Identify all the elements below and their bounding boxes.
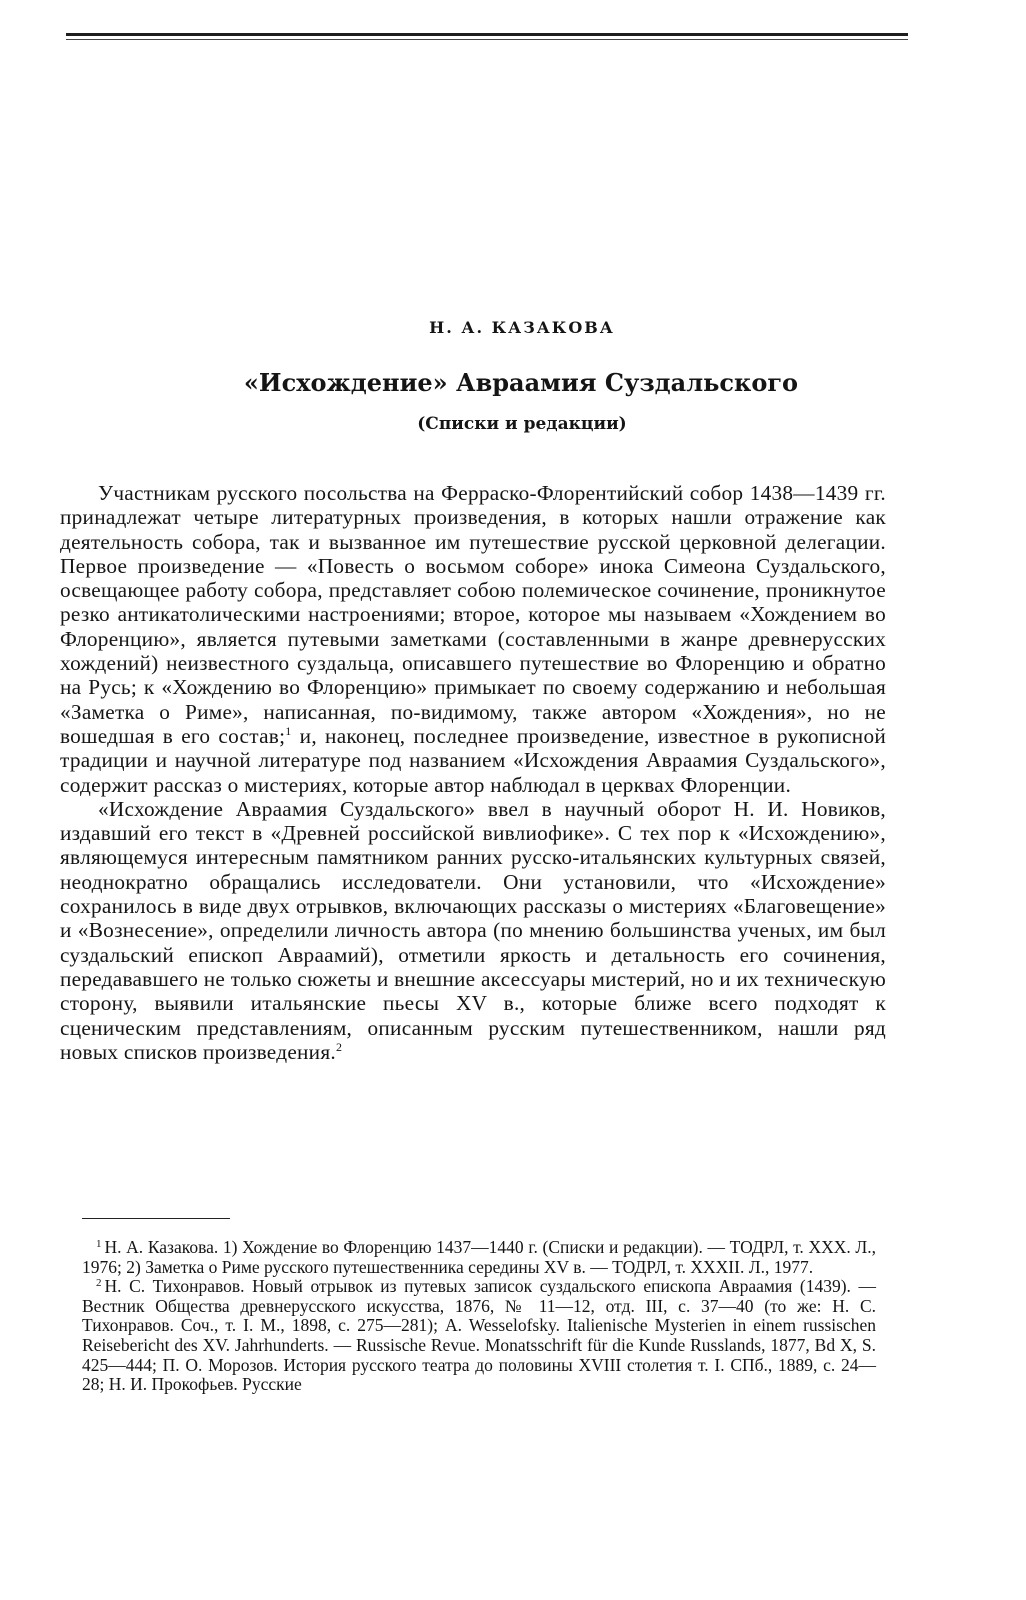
footnote-2-mark: 2 <box>96 1277 102 1290</box>
article-body <box>60 481 886 1064</box>
footnote-2-text: Н. С. Тихонравов. Новый отрывок из путевых записок суздальского епископа Авраамия (1439). — Вестник Общества древнерусского искусства, 1876, № 11—12, отд. III, с. 37—40 (то же: Н. С. Тихонравов. Соч., т. I. М., 1898, с. 275—281); A. Wesselofsky. Italienische Mysterien in einem russischen Reisebericht des XV. Jahrhunderts. — Russische Revue. Monatsschrift für die Kunde Russlands, 1877, Bd X, S. 425—444; П. О. Морозов. История русского театра до половины XVIII столетия т. I. СПб., 1889, с. 24—28; Н. И. Прокофьев. Русские <box>82 1276 876 1395</box>
footnote-1 <box>82 1238 876 1277</box>
article-title: «Исхождение» Авраамия Суздальского <box>243 368 799 397</box>
footnote-1-mark: 1 <box>96 1238 102 1250</box>
footnote-separator <box>82 1218 230 1219</box>
article-subtitle: (Списки и редакции) <box>417 414 627 434</box>
footnote-ref-2: 2 <box>335 1039 343 1054</box>
paragraph-2-text: «Исхождение Авраамия Суздальского» ввел в научный оборот Н. И. Новиков, издавший его текст в «Древней российской вивлиофике». С тех пор к «Исхождению», являющемуся интересным памятником ранних русско-итальянских культурных связей, неоднократно обращались исследователи. Они установили, что «Исхождение» сохранилось в виде двух отрывков, включающих рассказы о мистериях «Благовещение» и «Вознесение», определили личность автора (по мнению большинства ученых, им был суздальский епископ Авраамий), отметили яркость и детальность его сочинения, передававшего не только сюжеты и внешние аксессуары мистерий, но и их техническую сторону, выявили итальянские пьесы XV в., которые ближе всего подходят к сценическим представлениям, описанным русским путешественником, нашли ряд новых списков произведения. <box>60 796 886 1064</box>
paragraph-2 <box>60 797 886 1064</box>
paragraph-1-end: и, наконец, последнее произведение, известное в рукописной традиции и научной литературе под названием «Исхождения Авраамия Суздальского», содержит рассказ о мистериях, которые автор наблюдал в церквах Флоренции. <box>60 723 886 797</box>
footnotes <box>82 1238 876 1395</box>
footnote-2 <box>82 1277 876 1395</box>
author-name: Н. А. КАЗАКОВА <box>429 318 615 337</box>
top-rule <box>66 33 908 36</box>
footnote-ref-1: 1 <box>285 723 292 738</box>
paragraph-1 <box>60 481 886 797</box>
paragraph-1-text: Участникам русского посольства на Ферраско-Флорентийский собор 1438—1439 гг. принадлежат четыре литературных произведения, в которых нашли отражение как деятельность собора, так и вызванное им путешествие русской церковной делегации. Первое произведение — «Повесть о восьмом соборе» инока Симеона Суздальского, освещающее работу собора, представляет собою полемическое сочинение, проникнутое резко антикатолическими настроениями; второе, которое мы называем «Хождением во Флоренцию», является путевыми заметками (составленными в жанре древнерусских хождений) неизвестного суздальца, описавшего путешествие во Флоренцию и обратно на Русь; к «Хождению во Флоренцию» примыкает по своему содержанию и небольшая «Заметка о Риме», написанная, по-видимому, также автором «Хождения», но не вошедшая в его состав; <box>60 481 886 748</box>
footnote-1-text: Н. А. Казакова. 1) Хождение во Флоренцию 1437—1440 г. (Списки и редакции). — ТОДРЛ, т. XXX. Л., 1976; 2) Заметка о Риме русского путешественника середины XV в. — ТОДРЛ, т. XXXII. Л., 1977. <box>82 1237 876 1277</box>
